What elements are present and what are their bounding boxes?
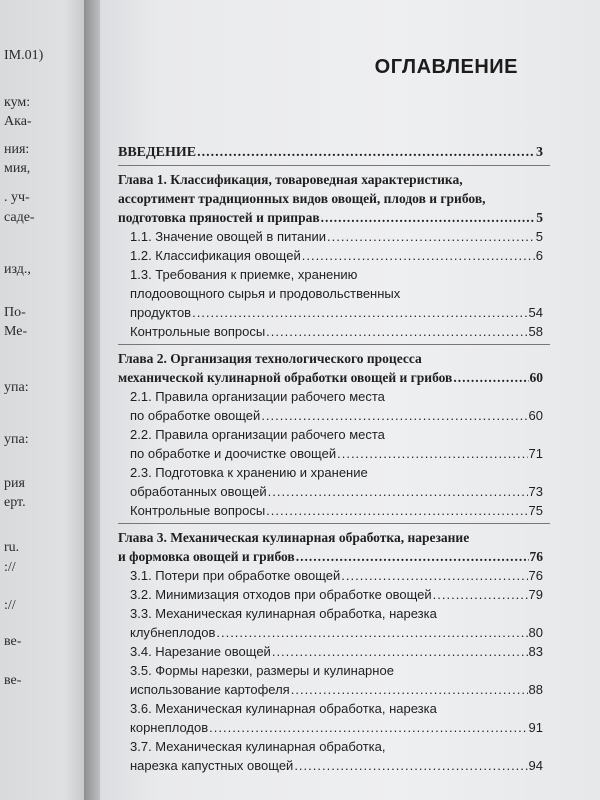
- leader-dots: [272, 642, 528, 661]
- leader-dots: [192, 303, 527, 322]
- section-title-line: корнеплодов: [130, 720, 209, 735]
- left-page-line: упа:: [4, 432, 29, 447]
- section-page: 6: [535, 248, 543, 263]
- left-page-line: ерт.: [4, 495, 26, 510]
- left-page-line: ния:: [4, 142, 30, 157]
- toc-intro-title: ВВЕДЕНИЕ: [118, 145, 197, 160]
- left-page-line: Ме-: [4, 324, 28, 339]
- leader-dots: [327, 227, 535, 246]
- leader-dots: [216, 623, 527, 642]
- section-title-line: по обработке и доочистке овощей: [130, 446, 337, 461]
- section-page: 75: [528, 503, 543, 518]
- section-page: 71: [528, 446, 543, 461]
- section-page: 88: [528, 682, 543, 697]
- left-page-line: мия,: [4, 161, 31, 176]
- section-title: 3.4. Нарезание овощей: [130, 644, 271, 659]
- leader-dots: [268, 482, 528, 501]
- left-facing-page: [0, 0, 92, 800]
- chapter-title-line: механической кулинарной обработки овощей и грибов: [118, 370, 453, 385]
- left-page-line: упа:: [4, 380, 29, 395]
- section-title-line: обработанных овощей: [130, 484, 267, 499]
- chapter-title-line: и формовка овощей и грибов: [118, 549, 295, 564]
- toc-section-2-questions: [118, 501, 543, 520]
- left-page-line: По-: [4, 305, 26, 320]
- section-page: 58: [528, 324, 543, 339]
- divider: [118, 523, 550, 524]
- leader-dots: [209, 718, 527, 737]
- toc-chapter-2: [118, 349, 543, 387]
- toc-section-3-1: [118, 566, 543, 585]
- leader-dots: [433, 585, 528, 604]
- section-title-line: 2.3. Подготовка к хранению и хранение: [130, 465, 368, 480]
- leader-dots: [337, 444, 527, 463]
- chapter-page: 60: [529, 370, 543, 385]
- toc-section-1-questions: [118, 322, 543, 341]
- toc-section-1-3: [118, 265, 543, 322]
- section-page: 94: [528, 758, 543, 773]
- leader-dots: [296, 547, 529, 566]
- section-title-line: плодоовощного сырья и продовольственных: [130, 286, 401, 301]
- section-page: 79: [528, 587, 543, 602]
- leader-dots: [294, 756, 527, 775]
- left-page-line: изд.,: [4, 262, 31, 277]
- section-title-line: 3.3. Механическая кулинарная обработка, нарезка: [130, 606, 437, 621]
- right-page: [100, 0, 600, 800]
- page-title: ОГЛАВЛЕНИЕ: [374, 56, 518, 78]
- section-title: 3.2. Минимизация отходов при обработке овощей: [130, 587, 432, 602]
- section-title: 1.2. Классификация овощей: [130, 248, 301, 263]
- section-page: 83: [528, 644, 543, 659]
- section-title: 3.1. Потери при обработке овощей: [130, 568, 341, 583]
- section-title-line: клубнеплодов: [130, 625, 216, 640]
- leader-dots: [321, 208, 536, 227]
- left-page-line: рия: [4, 476, 25, 491]
- section-page: 5: [535, 229, 543, 244]
- section-title-line: 3.7. Механическая кулинарная обработка,: [130, 739, 386, 754]
- section-page: 60: [528, 408, 543, 423]
- chapter-title-line: Глава 3. Механическая кулинарная обработка, нарезание: [118, 530, 470, 545]
- section-page: 73: [528, 484, 543, 499]
- left-page-line: IM.01): [4, 48, 44, 63]
- toc-intro-page: 3: [536, 145, 543, 160]
- section-page: 54: [528, 305, 543, 320]
- leader-dots: [291, 680, 528, 699]
- section-title-line: по обработке овощей: [130, 408, 261, 423]
- toc-section-3-3: [118, 604, 543, 642]
- section-page: 76: [528, 568, 543, 583]
- leader-dots: [302, 246, 535, 265]
- leader-dots: [453, 368, 528, 387]
- table-of-contents: [118, 143, 543, 775]
- divider: [118, 344, 550, 345]
- toc-intro: [118, 143, 543, 162]
- toc-section-2-3: [118, 463, 543, 501]
- section-title: Контрольные вопросы: [130, 324, 266, 339]
- chapter-title-line: подготовка пряностей и приправ: [118, 210, 320, 225]
- chapter-title-line: Глава 1. Классификация, товароведная характеристика,: [118, 172, 463, 187]
- leader-dots: [266, 501, 527, 520]
- section-title-line: 3.6. Механическая кулинарная обработка, нарезка: [130, 701, 437, 716]
- section-title-line: 2.1. Правила организации рабочего места: [130, 389, 385, 404]
- left-page-line: ве-: [4, 634, 22, 649]
- toc-section-1-1: [118, 227, 543, 246]
- left-page-line: кум:: [4, 95, 31, 110]
- section-title-line: продуктов: [130, 305, 192, 320]
- toc-section-2-1: [118, 387, 543, 425]
- divider: [118, 165, 550, 166]
- leader-dots: [266, 322, 527, 341]
- left-page-line: саде-: [4, 210, 35, 225]
- section-title: Контрольные вопросы: [130, 503, 266, 518]
- section-title-line: 2.2. Правила организации рабочего места: [130, 427, 385, 442]
- toc-section-3-2: [118, 585, 543, 604]
- leader-dots: [261, 406, 527, 425]
- toc-chapter-1: [118, 170, 543, 227]
- chapter-page: 5: [536, 210, 543, 225]
- toc-section-1-2: [118, 246, 543, 265]
- chapter-title-line: ассортимент традиционных видов овощей, плодов и грибов,: [118, 191, 486, 206]
- section-title-line: 1.3. Требования к приемке, хранению: [130, 267, 358, 282]
- toc-section-3-7: [118, 737, 543, 775]
- toc-section-2-2: [118, 425, 543, 463]
- toc-section-3-6: [118, 699, 543, 737]
- section-title-line: нарезка капустных овощей: [130, 758, 294, 773]
- leader-dots: [341, 566, 527, 585]
- toc-chapter-3: [118, 528, 543, 566]
- chapter-title-line: Глава 2. Организация технологического процесса: [118, 351, 422, 366]
- left-page-line: ://: [4, 560, 16, 575]
- left-page-line: ве-: [4, 673, 22, 688]
- left-page-line: Ака-: [4, 114, 32, 129]
- toc-section-3-5: [118, 661, 543, 699]
- left-page-line: . уч-: [4, 190, 30, 205]
- section-title-line: 3.5. Формы нарезки, размеры и кулинарное: [130, 663, 394, 678]
- section-title: 1.1. Значение овощей в питании: [130, 229, 326, 244]
- toc-section-3-4: [118, 642, 543, 661]
- left-page-line: ru.: [4, 540, 20, 555]
- chapter-page: 76: [529, 549, 543, 564]
- section-page: 91: [528, 720, 543, 735]
- section-page: 80: [528, 625, 543, 640]
- leader-dots: [197, 143, 535, 162]
- section-title-line: использование картофеля: [130, 682, 290, 697]
- left-page-line: ://: [4, 598, 16, 613]
